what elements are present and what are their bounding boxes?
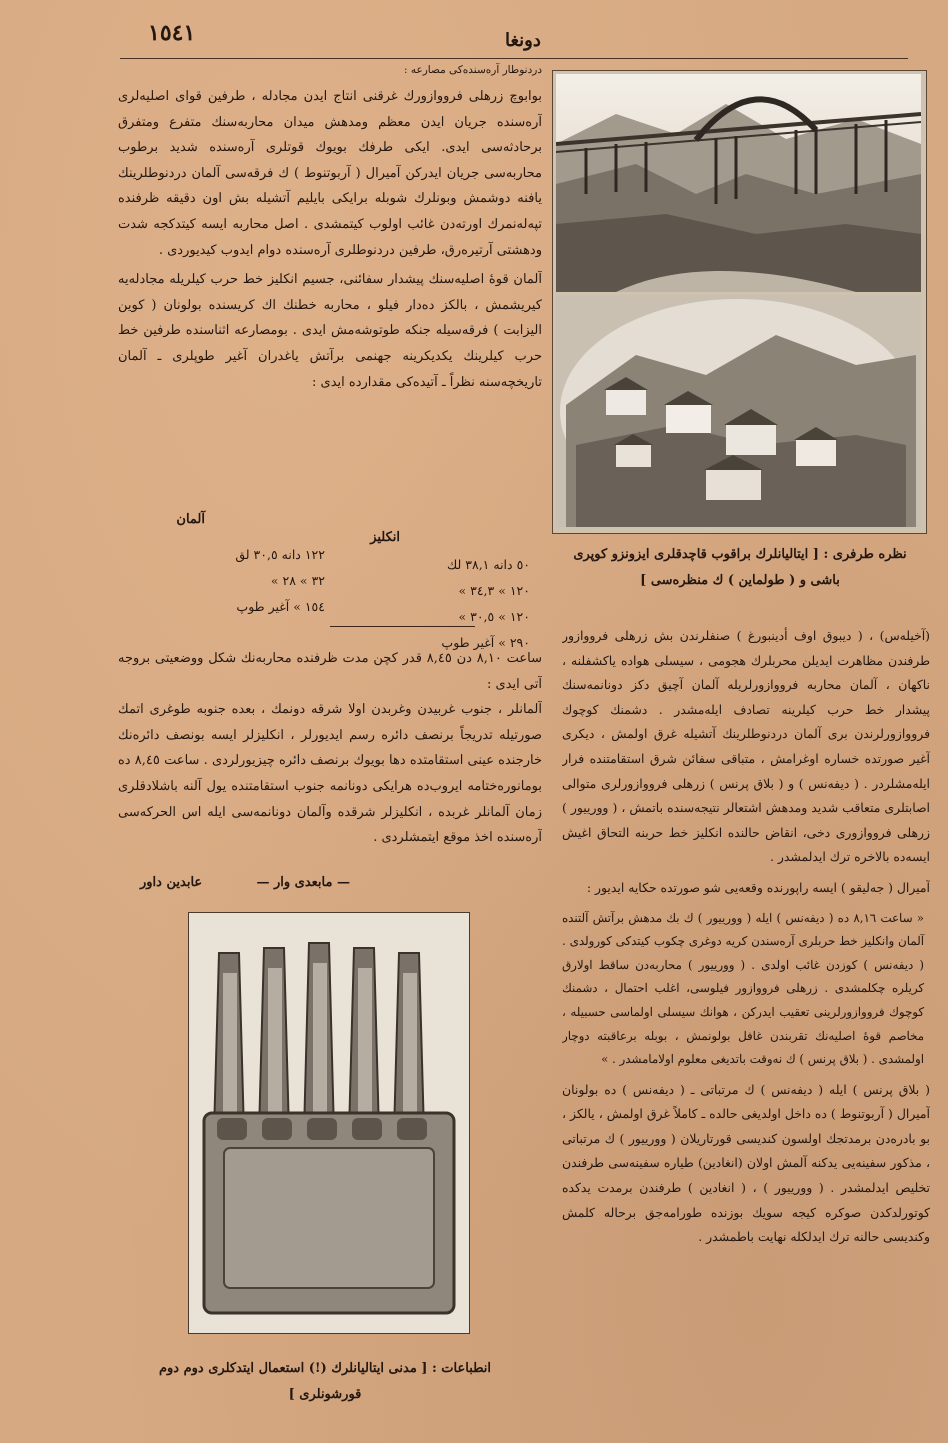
village-illustration xyxy=(556,295,921,527)
article-paragraph: آلمان قوهٔ اصليەسنك پيشدار سفائنی، جسيم انكليز خط حرب كيلريلە مجادلەيە كيريشمش ، بالكز دەدار فيلو ، محاربە خطنك اك كريسندە بولونان ( كوين اليزابت ) فرقەسيلە جنكە طوتوشەمش ايدی . بومصارعە اثناسندە طرفين خط حرب كيلرينك يكديكرينە جهنمی برآتش ياغدران آغير طوپلری ـ آلمان تاريخچەسنە نظراً ـ آتيدەکی مقدارده ايدی : xyxy=(118,272,542,390)
table-row: ١٥٤ » آغير طوپ xyxy=(236,599,325,614)
bridge-illustration xyxy=(556,74,921,292)
table-row: ٢٩٠ » آغير طوپ xyxy=(441,635,530,650)
page-number: ١٥٤١ xyxy=(148,20,196,46)
quoted-report: « ساعت ٨,١٦ دە ( ديفەنس ) ايلە ( وورييور ) ك بك مدهش برآتش آلتندە آلمان وانكليز خط حربلری آرەسندن كريە دوغری چكوب كيتدكی كورولدی . ( ديفەنس ) كوزدن غائب اولدی . ( وورييور ) محاربەدن ساقط اولارق كريلرە چكلمشدی . زرهلی فرووازور فيلوسی، اغلب احتمال ، دشمنك كوچوك فرووازورلرينی تعقيب ايدركن ، هوانك سيسلی اولماسی حسبيلە ، مخاصم قوهٔ اصليەنك تقربندن غافل بولونمش ، بوبلە برعاقبتە دوچار اولمشدی . ( بلاق پرنس ) ك نەوقت باتديغی معلوم اولامامشدر . » xyxy=(562,910,924,1067)
header-rule xyxy=(120,58,908,59)
bridge-caption: نظرە طرفری : [ ايتاليانلرك براقوب قاچدقلری ايزونزو كوپری باشی و ( طولماين ) ك منظرەسی ] xyxy=(573,547,907,588)
masthead: دونغا xyxy=(505,30,541,51)
bullet-clip-illustration xyxy=(189,913,469,1333)
village-photo xyxy=(556,295,921,527)
article-paragraph: بوابوچ زرهلی فرووازورك غرقنی انتاج ايدن مجادلە ، طرفين قوای اصليەلری آرەسندە جريان ايدن معظم ومدهش ميدان محاربەسنك متفرع ومتفرق برحادثەسی ايدی. ايكی طرفك بويوك قوتلری آرەسندە شديد برطوب محاربەسی جريان ايدركن آميرال ( آربوتنوط ) ك فرقەسی آلمان دردنوطلرينك يافنە دوشمش وبونلرك شوبلە برايكی بايليم آتشيلە بش اون دقيقە ظرفندە تپەلەنمرك اورتەدن غائب اولوب كيتمشدی . اصل محاربە ايسە كيتدكجە شدت ودهشتی آرتيرەرق، طرفين دردنوطلری آرەسندە دوام ايدوب كيديوردی . xyxy=(118,89,542,258)
bridge-photo xyxy=(556,74,921,292)
bullet-clip-photo xyxy=(188,912,470,1334)
table-header-german: آلمان xyxy=(176,512,205,527)
armament-table xyxy=(130,512,530,652)
table-row: ٣٢ » ٢٨ » xyxy=(270,573,325,588)
signature-line xyxy=(140,873,540,901)
article-paragraph: ( بلاق پرنس ) ايلە ( ديفەنس ) ك مرتباتی ـ ( ديفەنس ) دە بولونان آميرال ( آربوتنوط ) دە داخل اولديغی حالدە ـ كاملاً غرق اولمش ، يالكز ، بو بادرەدن برمدتجك اولسون كنديسی قورتاريلان ( وورييور ) ك مرتباتی ، مذكور سفينەيی يدكنە آلمش اولان (انغادين) طيارە سفينەسی طرفندن تخليص ايدلمشدر . ( وورييور ) ، ( انغادين ) طرفندن برمدت يدكدە كوتورلدكدن صوكرە كيجە سويك بوزندە طورامەجق برحالە كلمش وكنديسی حالنە ترك ايدلكلە نهايت باطمشدر . xyxy=(562,1081,930,1245)
article-column-right-lower xyxy=(118,646,542,886)
table-rule xyxy=(330,626,475,627)
table-row: ٥٠ دانە ٣٨,١ لك xyxy=(446,557,530,572)
table-column-english xyxy=(330,552,530,656)
article-paragraph: آميرال ( جەليقو ) ايسە راپورندە وقعەيی شو صورتدە حكايە ايديور : xyxy=(586,879,930,895)
table-row: ١٢٠ » ٣٠,٥ » xyxy=(458,609,530,624)
continued-note: — مابعدی وار — xyxy=(256,875,350,890)
article-paragraph: آلمانلر ، جنوب غربيدن وغربدن اولا شرقە دونمك ، بعدە جنوبە طوغری اتمك صورتيلە تدريجاً برنصف دائرە رسم ايديورلر ، انكليزلر ايسە بونصف دائرەنك خارجندە عينی استقامتدە دها بويوك برنصف دائرە چيزيورلردی . ساعت ٨,٤٥ دە بومانورەختامە ايروب‌دە هرايكی دونانمە جنوب استقامتندە يول آلنە باشلادقلری زمان آلمانلر غربدە ، انكليزلر شرقدە وآلمان دونانمەسی ايلە اس الحركەسی آرەسندە اخذ موقع ايتمشلردی . xyxy=(118,702,542,846)
section-title: دردنوطار آرەسندەکی مصارعە : xyxy=(403,64,542,76)
bullet-clip-caption: انطباعات : [ مدنی ايتاليانلرك (!) استعمال ايتدكلری دوم دوم قورشونلری ] xyxy=(158,1361,492,1402)
article-paragraph: (آخيلەس) ، ( ديبوق اوف أدينبورغ ) صنفلرندن بش زرهلی فرووازور طرفندن مظاهرت ايديلن محربلرك هجومی ، سيسلی هوادە ياكشفلنە ، ناكهان ، آلمان محاربە فرووازورلريلە آلمان آچيق دكز دونانمەسنك پيشدار خط حرب كيلرينە تصادف ايلەمشدر . دشمنك كوچوك فرووازورلرندن بری آلمان دردنوطلرينك آتشيلە غرق اولمش ، ديكری آغير صورتدە خسارە اوغرامش ، متباقی سفائن شرق استقامتندە فرار ايلەمشلردر . ( ديفەنس ) و ( بلاق پرنس ) زرهلی فرووازورلری متوالی اصابتلری متعاقب شديد ومدهش اشتعالر نتيجەسندە باتمش ، ( وورييور ) زرهلی فرووازوری دخی، انقاض حالندە انكليز خط حربنە التحاق اغيش ايسەدە بالاخرە ترك ايدلمشدر . xyxy=(562,628,930,865)
table-row: ١٢٠ » ٣٤,٣ » xyxy=(458,583,530,598)
table-row: ١٢٢ دانە ٣٠,٥ لق xyxy=(235,547,325,562)
article-column-left xyxy=(562,624,930,1414)
author-signature: عابدين داور xyxy=(140,875,203,890)
table-column-german xyxy=(130,542,325,620)
table-header-english: انكليز xyxy=(370,530,400,545)
article-paragraph: ساعت ٨,١٠ دن ٨,٤٥ قدر كچن مدت ظرفندە محاربەنك شكل ووضعيتی بروجە آتی ايدی : xyxy=(118,651,542,692)
